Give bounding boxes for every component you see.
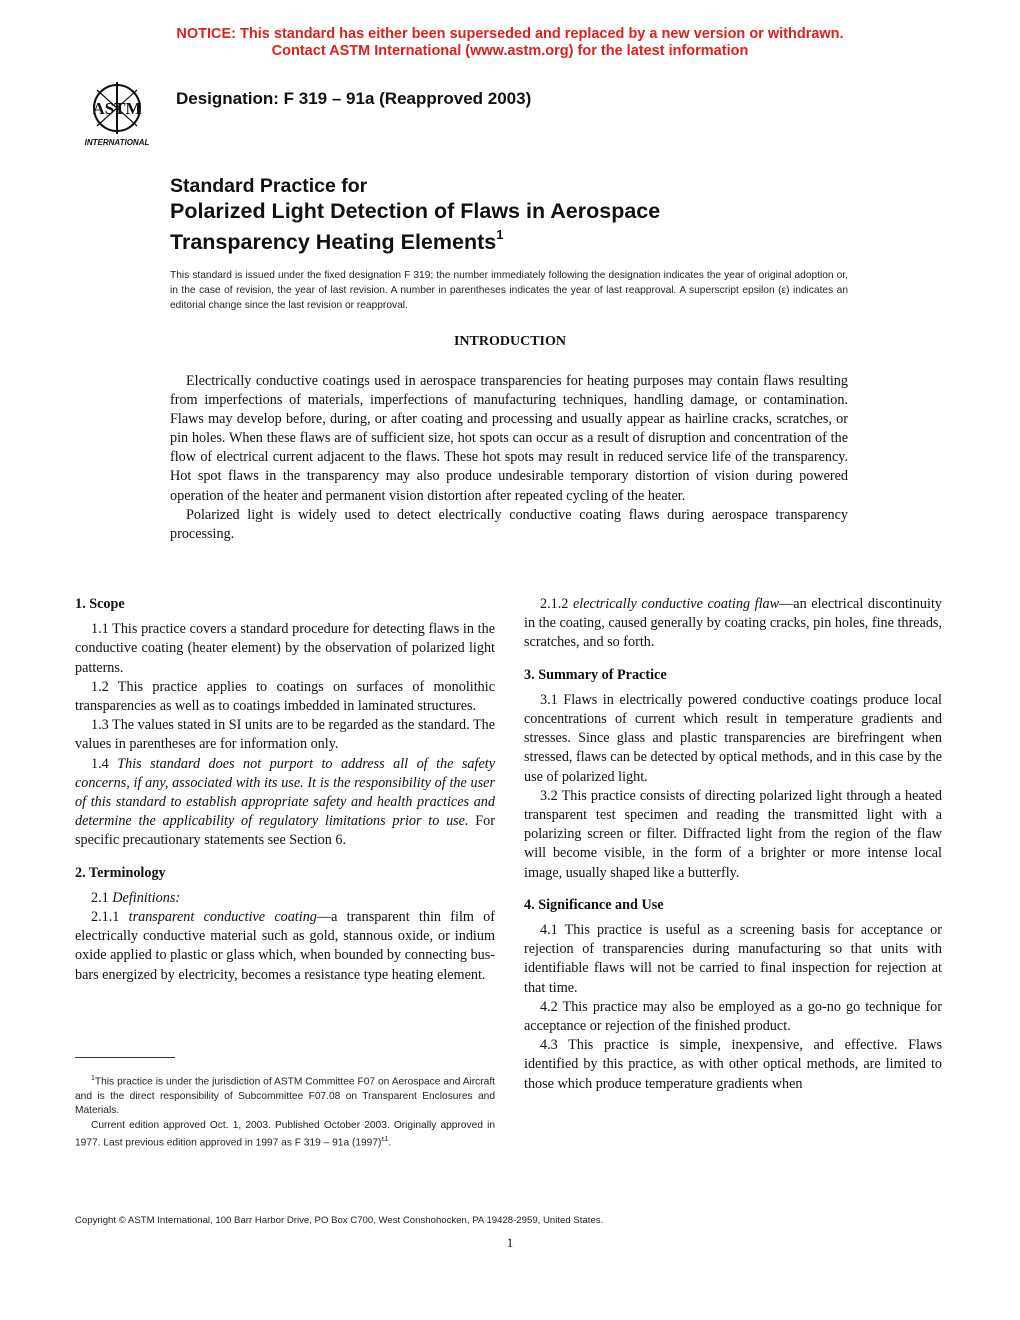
logo-subtext: INTERNATIONAL — [84, 138, 150, 147]
para-4-1: 4.1 This practice is useful as a screening basis for acceptance or rejection of transparencies during manufacturing so that units with identifiable flaws will not be carried to final inspection for rejection at that time. — [524, 922, 942, 996]
issued-note: This standard is issued under the fixed designation F 319; the number immediately following the designation indicates the year of original adoption or, in the case of revision, the year of last revision. A number in parentheses indicates the year of last reapproval. A superscript epsilon (ε) indicates an editorial change since the last revision or reapproval. — [170, 270, 848, 312]
left-column — [75, 595, 495, 985]
copyright-line: Copyright © ASTM International, 100 Barr Harbor Drive, PO Box C700, West Conshohocken, PA 19428-2959, United States. — [75, 1215, 604, 1226]
para-4-3: 4.3 This practice is simple, inexpensive, and effective. Flaws identified by this practice, as with other optical methods, are limited to those which produce temperature gradients when — [524, 1037, 942, 1092]
page-number: 1 — [506, 1235, 514, 1250]
footnote-2: Current edition approved Oct. 1, 2003. Published October 2003. Originally approved in 1977. Last previous edition approved in 1997 as F 319 – 91a $(1997)^{\varepsilon 1}$. — [75, 1119, 495, 1149]
title-line-2: Polarized Light Detection of Flaws in Aerospace — [170, 199, 661, 223]
astm-logo — [72, 80, 162, 148]
section-heading-significance: 4. Significance and Use — [524, 896, 664, 913]
para-4-2: 4.2 This practice may also be employed as a go-no go technique for acceptance or rejection of the finished product. — [524, 998, 942, 1035]
para-2-1-1: 2.1.1 transparent conductive coating—a transparent thin film of electrically conductive material such as gold, stannous oxide, or indium oxide applied to plastic or glass which, when bounded by connecting bus-bars energized by electricity, becomes a resistance type heating element. — [75, 909, 496, 983]
logo-text: ASTM — [92, 99, 142, 118]
para-1-4: 1.4 This standard does not purport to address all of the safety concerns, if any, associated with its use. It is the responsibility of the user of this standard to establish appropriate safety and health practices and determine the applicability of regulatory limitations prior to use. For specific precautionary statements see Section 6. — [75, 755, 495, 849]
notice-line-2: Contact ASTM International (www.astm.org) for the latest information — [271, 43, 749, 59]
title-footnote-mark: 1 — [496, 227, 504, 242]
introduction-text — [170, 372, 848, 544]
withdrawal-notice — [0, 26, 1020, 60]
section-heading-summary: 3. Summary of Practice — [524, 666, 667, 683]
introduction-heading: INTRODUCTION — [453, 334, 566, 349]
right-column — [524, 595, 942, 1094]
para-2-1-2: 2.1.2 electrically conductive coating flaw—an electrical discontinuity in the coating, caused generally by coating cracks, pin holes, fine threads, scratches, and so forth. — [524, 596, 942, 651]
intro-paragraph: Electrically conductive coatings used in aerospace transparencies for heating purposes may contain flaws resulting from imperfections of materials, imperfections of manufacturing techniques, handling damage, or contamination. Flaws may develop before, during, or after coating and processing and usually appear as hairline cracks, scratches, or pin holes. When these flaws are of sufficient size, hot spots can occur as a result of disruption and concentration of the flow of electrical current adjacent to the flaws. These hot spots may result in reduced service life of the transparency. Hot spot flaws in the transparency may also produce undesirable temporary distortion of vision during powered operation of the heater and permanent vision distortion after repeated cycling of the heater. — [170, 373, 848, 504]
title-line-1: Standard Practice for — [170, 175, 368, 197]
document-title — [170, 174, 660, 255]
footnote-1: $^1$This practice is under the jurisdiction of ASTM Committee F07 on Aerospace and Aircraft and is the direct responsibility of Subcommittee F07.08 on Transparent Enclosures and Materials. — [75, 1075, 495, 1117]
para-3-1: 3.1 Flaws in electrically powered conductive coatings produce local concentrations of current which result in temperature gradients and stresses. Since glass and plastic transparencies are birefringent when stressed, flaws can be detected by optical methods, and in this case by the use of polarized light. — [524, 691, 943, 785]
para-1-1: 1.1 This practice covers a standard procedure for detecting flaws in the conductive coating (heater element) by the observation of polarized light patterns. — [75, 621, 495, 676]
section-heading-scope: 1. Scope — [75, 596, 125, 612]
section-heading-terminology: 2. Terminology — [75, 864, 166, 881]
para-3-2: 3.2 This practice consists of directing polarized light through a heated transparent test specimen and reading the transmitted light with a polarizing screen or filter. Diffracted light from the region of the flaw will become visible, in the form of a brighter or more intense local image, usually shaped like a butterfly. — [524, 787, 942, 881]
intro-paragraph: Polarized light is widely used to detect electrically conductive coating flaws during aerospace transparency processing. — [170, 506, 848, 542]
footnote-divider — [75, 1057, 175, 1058]
para-2-1: 2.1 Definitions: — [91, 889, 181, 906]
footnotes — [75, 1072, 495, 1151]
designation: Designation: F 319 – 91a (Reapproved 2003) — [176, 89, 532, 108]
para-1-2: 1.2 This practice applies to coatings on surfaces of monolithic transparencies as well as to coatings imbedded in laminated structures. — [75, 678, 495, 715]
para-1-3: 1.3 The values stated in SI units are to be regarded as the standard. The values in parentheses are for information only. — [75, 717, 495, 753]
title-line-3: Transparency Heating Elements$^1$ — [170, 227, 504, 255]
notice-line-1: NOTICE: This standard has either been superseded and replaced by a new version or withdrawn. — [176, 26, 844, 42]
